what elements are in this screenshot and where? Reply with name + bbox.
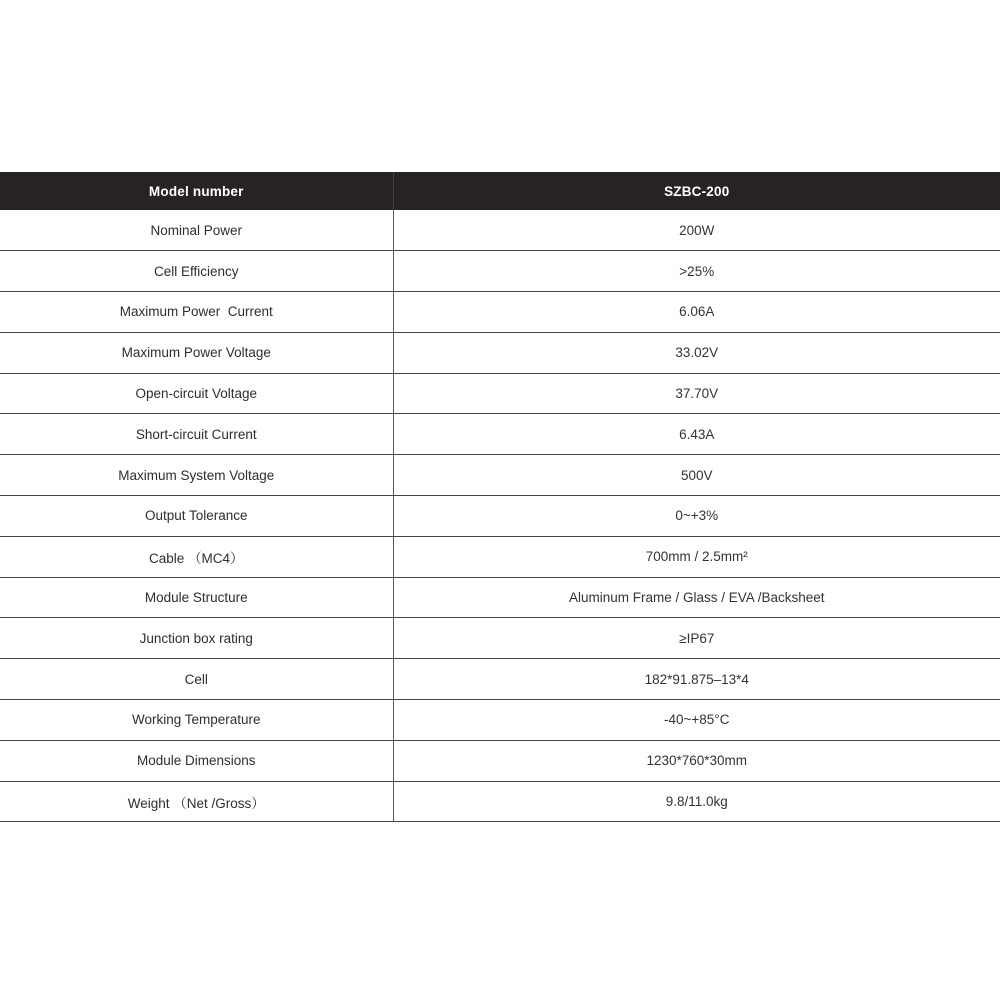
spec-value: Aluminum Frame / Glass / EVA /Backsheet	[393, 577, 1000, 618]
spec-label: Weight （Net /Gross）	[0, 781, 393, 822]
table-row	[0, 577, 1000, 618]
table-row	[0, 373, 1000, 414]
spec-value: 0~+3%	[393, 496, 1000, 537]
table-row	[0, 700, 1000, 741]
table-row	[0, 414, 1000, 455]
spec-value: 37.70V	[393, 373, 1000, 414]
spec-table-header	[0, 172, 1000, 210]
spec-value: 200W	[393, 210, 1000, 251]
spec-label: Module Dimensions	[0, 740, 393, 781]
header-model-number-label: Model number	[0, 172, 393, 210]
spec-value: -40~+85°C	[393, 700, 1000, 741]
spec-value: 500V	[393, 455, 1000, 496]
spec-table	[0, 172, 1000, 822]
table-row	[0, 740, 1000, 781]
spec-value: ≥IP67	[393, 618, 1000, 659]
spec-label: Cell Efficiency	[0, 251, 393, 292]
table-row	[0, 332, 1000, 373]
header-row	[0, 172, 1000, 210]
spec-value: 9.8/11.0kg	[393, 781, 1000, 822]
table-row	[0, 618, 1000, 659]
spec-value: 182*91.875–13*4	[393, 659, 1000, 700]
table-row	[0, 781, 1000, 822]
table-row	[0, 251, 1000, 292]
table-row	[0, 210, 1000, 251]
spec-value: 6.06A	[393, 292, 1000, 333]
header-model-number-value: SZBC-200	[393, 172, 1000, 210]
spec-label: Cell	[0, 659, 393, 700]
table-row	[0, 659, 1000, 700]
spec-label: Maximum System Voltage	[0, 455, 393, 496]
table-row	[0, 455, 1000, 496]
table-row	[0, 292, 1000, 333]
spec-label: Module Structure	[0, 577, 393, 618]
spec-label: Open-circuit Voltage	[0, 373, 393, 414]
spec-value: 6.43A	[393, 414, 1000, 455]
spec-label: Nominal Power	[0, 210, 393, 251]
spec-label: Junction box rating	[0, 618, 393, 659]
spec-table-body	[0, 210, 1000, 822]
spec-label: Short-circuit Current	[0, 414, 393, 455]
spec-value: >25%	[393, 251, 1000, 292]
spec-value: 1230*760*30mm	[393, 740, 1000, 781]
spec-label: Maximum Power Voltage	[0, 332, 393, 373]
spec-value: 33.02V	[393, 332, 1000, 373]
table-row	[0, 536, 1000, 577]
spec-label: Working Temperature	[0, 700, 393, 741]
table-row	[0, 496, 1000, 537]
spec-label: Output Tolerance	[0, 496, 393, 537]
spec-label: Maximum Power Current	[0, 292, 393, 333]
spec-label: Cable （MC4）	[0, 536, 393, 577]
spec-value: 700mm / 2.5mm²	[393, 536, 1000, 577]
